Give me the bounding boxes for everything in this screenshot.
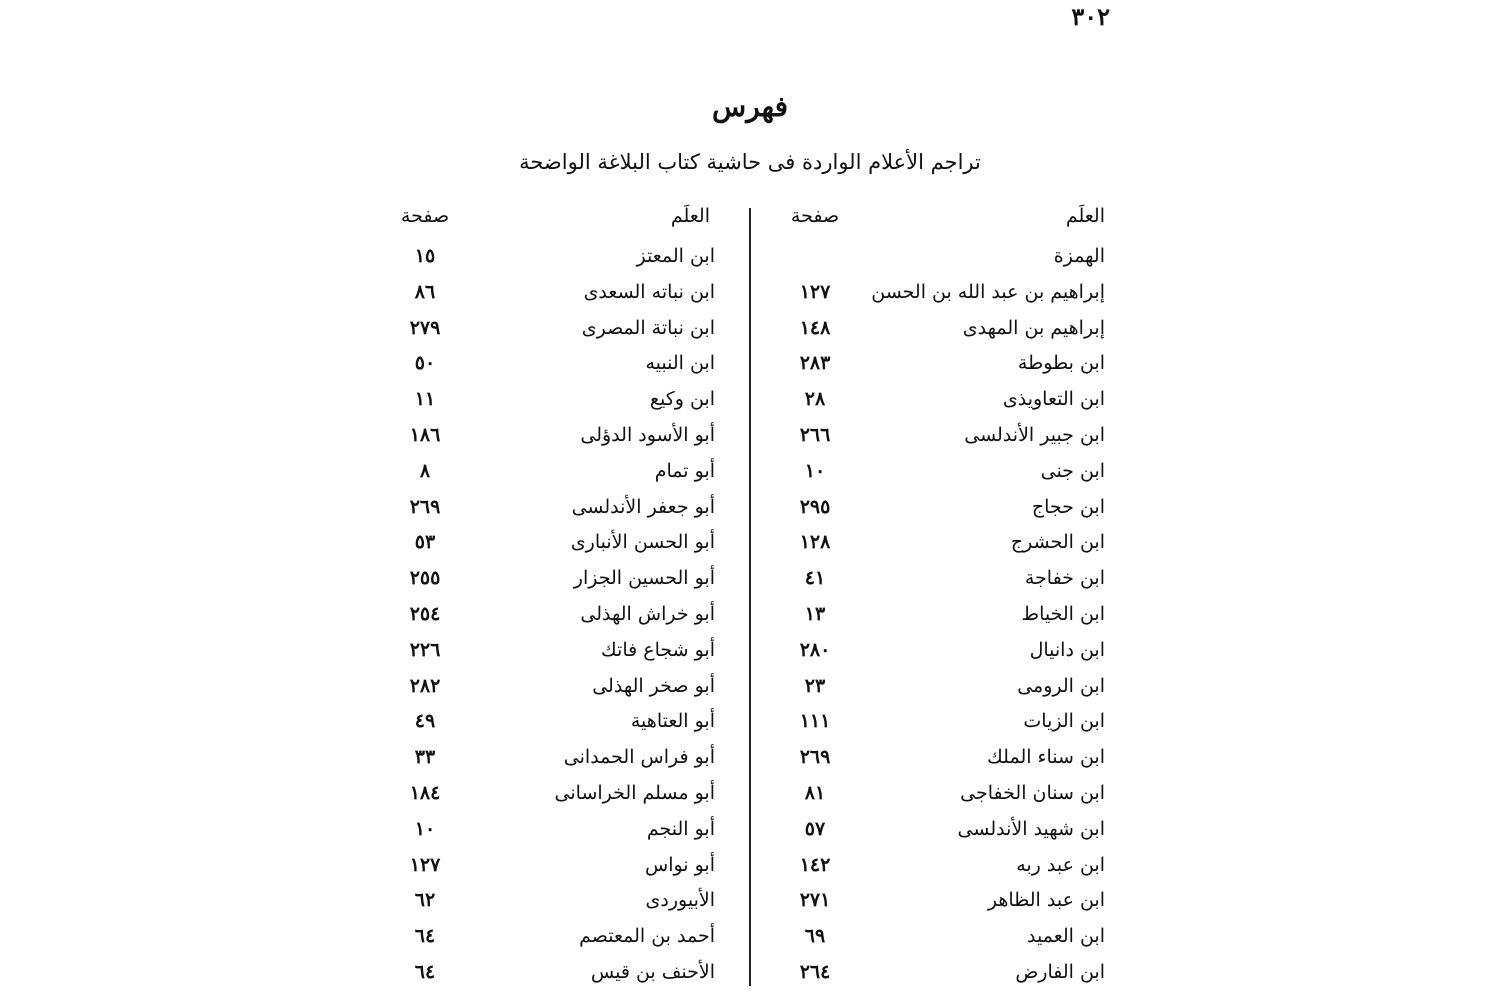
left-column-entry-page: ١١ — [414, 388, 436, 411]
left-column-entry-page: ٢٢٦ — [409, 638, 441, 661]
right-column-entry-page — [775, 238, 855, 274]
right-column-entry-page: ١٤٨ — [799, 316, 831, 339]
right-column-entry-name: ابن عبد الظاهر — [987, 889, 1105, 912]
left-column-entry-name: أبو النجم — [646, 817, 715, 840]
left-column-entry-page: ٥٣ — [414, 531, 436, 554]
left-column-entry-name: أبو الأسود الدؤلى — [580, 424, 715, 446]
right-column-entry-page: ٦٩ — [804, 925, 826, 948]
left-column-entry-name: أبو صخر الهذلى — [592, 674, 715, 697]
page-title: فهرس — [712, 90, 788, 123]
right-column-entry-page: ١٢٨ — [799, 531, 831, 554]
left-column-entry-name: ابن وكيع — [649, 388, 715, 411]
right-column-entry-page: ٢٦٩ — [799, 746, 831, 769]
left-column-entry-page: ٢٥٤ — [409, 603, 441, 625]
left-column-entry-name: أبو الحسن الأنبارى — [570, 531, 715, 554]
left-column-entry-page: ٢٧٩ — [409, 316, 441, 339]
right-column-entry-name: ابن حجاج — [1031, 495, 1105, 518]
right-column-entry-page: ١١١ — [799, 710, 831, 733]
left-column-entry-page: ١٢٧ — [409, 853, 441, 876]
left-column-entry-name: أبو تمام — [654, 459, 715, 482]
right-column-entry-name: ابن بطوطة — [1017, 352, 1105, 375]
left-column-entry-page: ٨٦ — [414, 280, 436, 303]
left-column-entry-name: أبو مسلم الخراسانى — [554, 782, 715, 804]
right-column-entry-name: ابن الحشرج — [1010, 531, 1105, 554]
right-column-entry-name: ابن جبير الأندلسى — [964, 424, 1105, 446]
right-column-entry-page: ٢٨٠ — [799, 638, 831, 661]
left-column-entry-page: ١٠ — [414, 817, 436, 840]
left-column-entry-name: أبو الحسين الجزار — [573, 567, 715, 590]
right-column-entry-name: إبراهيم بن المهدى — [962, 316, 1105, 339]
right-column-entry-page: ١٢٧ — [799, 280, 831, 303]
right-header-page: صفحة — [790, 205, 840, 227]
right-column-entry-name: ابن الزيات — [1023, 710, 1105, 733]
right-column-entry-name: إبراهيم بن عبد الله بن الحسن — [871, 280, 1105, 303]
right-header-name: العلَم — [1065, 205, 1105, 227]
right-column-entry-page: ٥٧ — [804, 817, 826, 840]
left-column-entry-name: أحمد بن المعتصم — [579, 925, 715, 948]
right-column-entry-page: ١٤٢ — [799, 853, 831, 876]
right-column-entry-name: ابن الخياط — [1021, 603, 1105, 625]
left-column-entry-page: ٥٠ — [414, 352, 436, 375]
right-column-entry-name: الهمزة — [1053, 245, 1105, 267]
right-column-entry-page: ٢٨٣ — [799, 352, 831, 375]
left-column-entry-name: أبو جعفر الأندلسى — [571, 495, 715, 518]
left-column-entry-name: الأبيوردى — [645, 889, 715, 912]
left-header-name: العلَم — [670, 205, 710, 227]
right-column-entry-name: ابن شهيد الأندلسى — [957, 817, 1105, 840]
right-column-entry-page: ٢٨ — [804, 388, 826, 411]
right-column-entry-page: ٢٦٤ — [799, 961, 831, 983]
right-column-entry-name: ابن عبد ربه — [1016, 853, 1105, 876]
left-column-entry-page: ٣٣ — [414, 746, 436, 769]
right-column-entry-name: ابن العميد — [1027, 925, 1105, 948]
left-column-entry-page: ٢٥٥ — [409, 567, 441, 590]
right-column-entry-name: ابن الفارض — [1015, 961, 1105, 983]
left-column-entry-page: ٤٩ — [414, 710, 436, 733]
left-column-entry-page: ١٨٦ — [409, 424, 441, 446]
right-column-entry-name: ابن خفاجة — [1024, 567, 1105, 590]
right-column-entry-name: ابن جنى — [1040, 459, 1105, 482]
left-column-entry-page: ١٨٤ — [409, 782, 441, 804]
column-divider — [749, 208, 751, 986]
left-column-entry-name: أبو فراس الحمدانى — [563, 746, 715, 769]
right-column-entry-name: ابن سناء الملك — [987, 746, 1105, 769]
left-column-entry-page: ٦٢ — [414, 889, 436, 912]
right-column-entry-page: ٤١ — [804, 567, 826, 590]
left-column-entry-page: ٨ — [419, 459, 431, 482]
left-column-entry-name: ابن المعتز — [636, 245, 715, 267]
right-column-entry-name: ابن التعاويذى — [1002, 388, 1105, 411]
right-column-entry-name: ابن الرومى — [1017, 674, 1105, 697]
left-column-entry-name: ابن نباتة المصرى — [581, 316, 715, 339]
right-column-entry-page: ٨١ — [804, 782, 826, 804]
left-column-entry-page: ٢٨٢ — [409, 674, 441, 697]
right-column-entry-page: ١٣ — [804, 603, 826, 625]
left-column-entry-page: ٦٤ — [414, 925, 436, 948]
left-column-entry-name: أبو نواس — [645, 853, 715, 876]
left-column-entry-name: أبو شجاع فاتك — [601, 638, 715, 661]
right-column-entry-page: ٢٧١ — [799, 889, 831, 912]
left-column-entry-name: أبو خراش الهذلى — [580, 603, 715, 625]
left-column-entry-name: أبو العتاهية — [630, 710, 715, 733]
left-header-page: صفحة — [400, 205, 450, 227]
right-column-entry-page: ٢٣ — [804, 674, 826, 697]
page-subtitle: تراجم الأعلام الواردة فى حاشية كتاب البلاغة الواضحة — [519, 150, 981, 174]
left-column-entry-name: ابن نباته السعدى — [583, 280, 715, 303]
page-number: ٣٠٢ — [1071, 2, 1110, 31]
right-column-entry-page: ٢٦٦ — [799, 424, 831, 446]
left-column-entry-name: الأحنف بن قيس — [590, 961, 715, 983]
right-column-entry-name: ابن سنان الخفاجى — [960, 782, 1105, 804]
left-column-entry-page: ٦٤ — [414, 961, 436, 983]
right-column-entry-name: ابن دانيال — [1029, 638, 1105, 661]
left-column-entry-name: ابن النبيه — [645, 352, 715, 375]
right-column-entry-page: ٢٩٥ — [799, 495, 831, 518]
left-column-entry-page: ٢٦٩ — [409, 495, 441, 518]
left-column-entry-page: ١٥ — [414, 245, 436, 267]
right-column-entry-page: ١٠ — [804, 459, 826, 482]
